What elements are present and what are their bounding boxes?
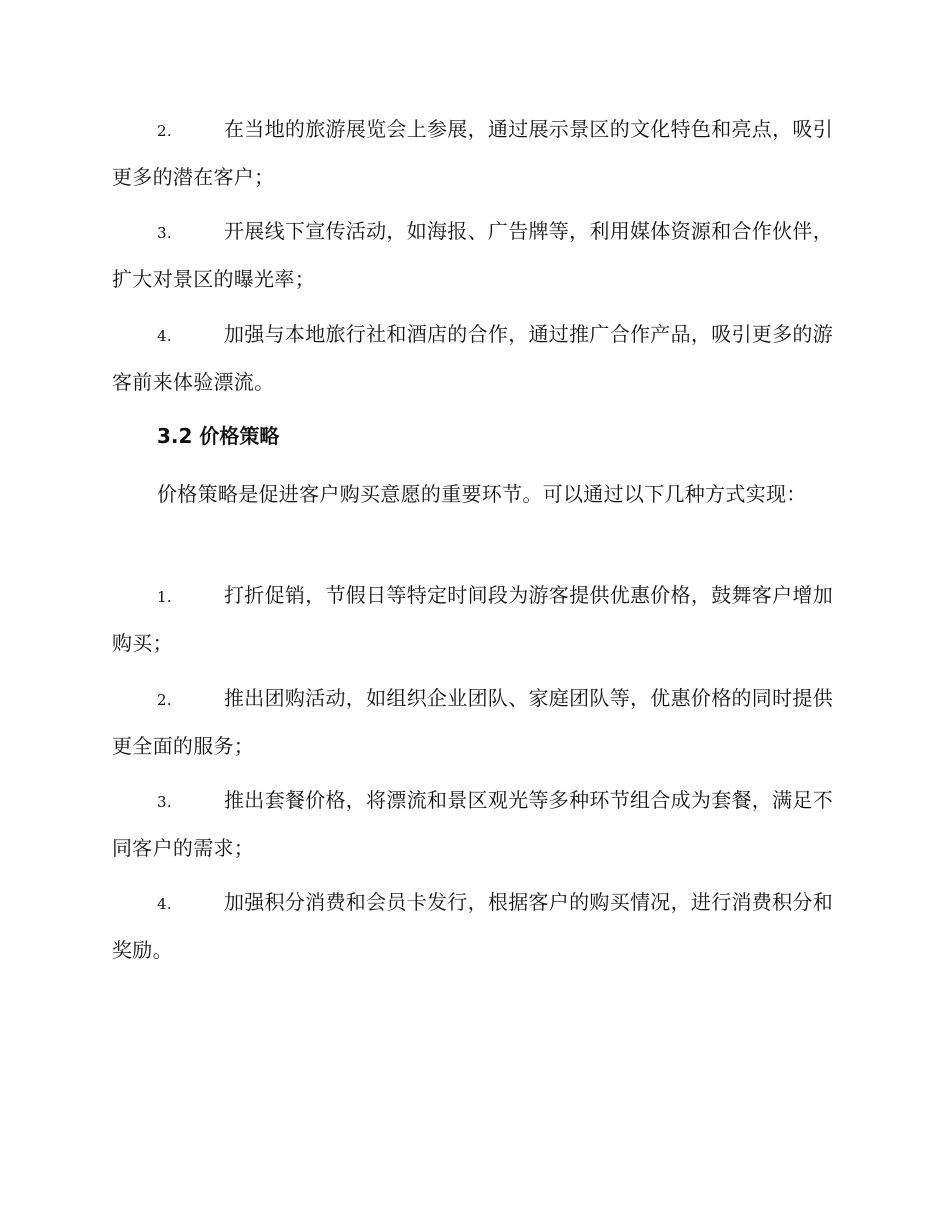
list-text: 推出团购活动，如组织企业团队、家庭团队等，优惠价格的同时提供更全面的服务； xyxy=(112,686,833,758)
list-item xyxy=(112,572,834,666)
list-text: 加强积分消费和会员卡发行，根据客户的购买情况，进行消费积分和奖励。 xyxy=(112,890,833,962)
list-text: 在当地的旅游展览会上参展，通过展示景区的文化特色和亮点，吸引更多的潜在客户； xyxy=(112,117,833,189)
list-text: 加强与本地旅行社和酒店的合作，通过推广合作产品，吸引更多的游客前来体验漂流。 xyxy=(112,322,833,394)
list-text: 打折促销，节假日等特定时间段为游客提供优惠价格，鼓舞客户增加购买； xyxy=(112,583,833,655)
list-text: 开展线下宣传活动，如海报、广告牌等，利用媒体资源和合作伙伴，扩大对景区的曝光率； xyxy=(112,219,833,291)
list-item xyxy=(112,106,834,200)
list-item xyxy=(112,311,834,405)
list-number: 4. xyxy=(157,327,172,345)
section-heading: 3.2 价格策略 xyxy=(157,424,280,448)
list-number: 3. xyxy=(157,224,172,242)
intro-paragraph: 价格策略是促进客户购买意愿的重要环节。可以通过以下几种方式实现： xyxy=(157,482,807,506)
list-number: 2. xyxy=(157,122,172,140)
list-item xyxy=(112,208,834,302)
list-number: 4. xyxy=(157,895,172,913)
list-number: 1. xyxy=(157,588,172,606)
list-item xyxy=(112,777,834,871)
list-number: 3. xyxy=(157,793,172,811)
list-item xyxy=(112,879,834,973)
list-item xyxy=(112,675,834,769)
list-text: 推出套餐价格，将漂流和景区观光等多种环节组合成为套餐，满足不同客户的需求； xyxy=(112,788,833,860)
list-number: 2. xyxy=(157,691,172,709)
